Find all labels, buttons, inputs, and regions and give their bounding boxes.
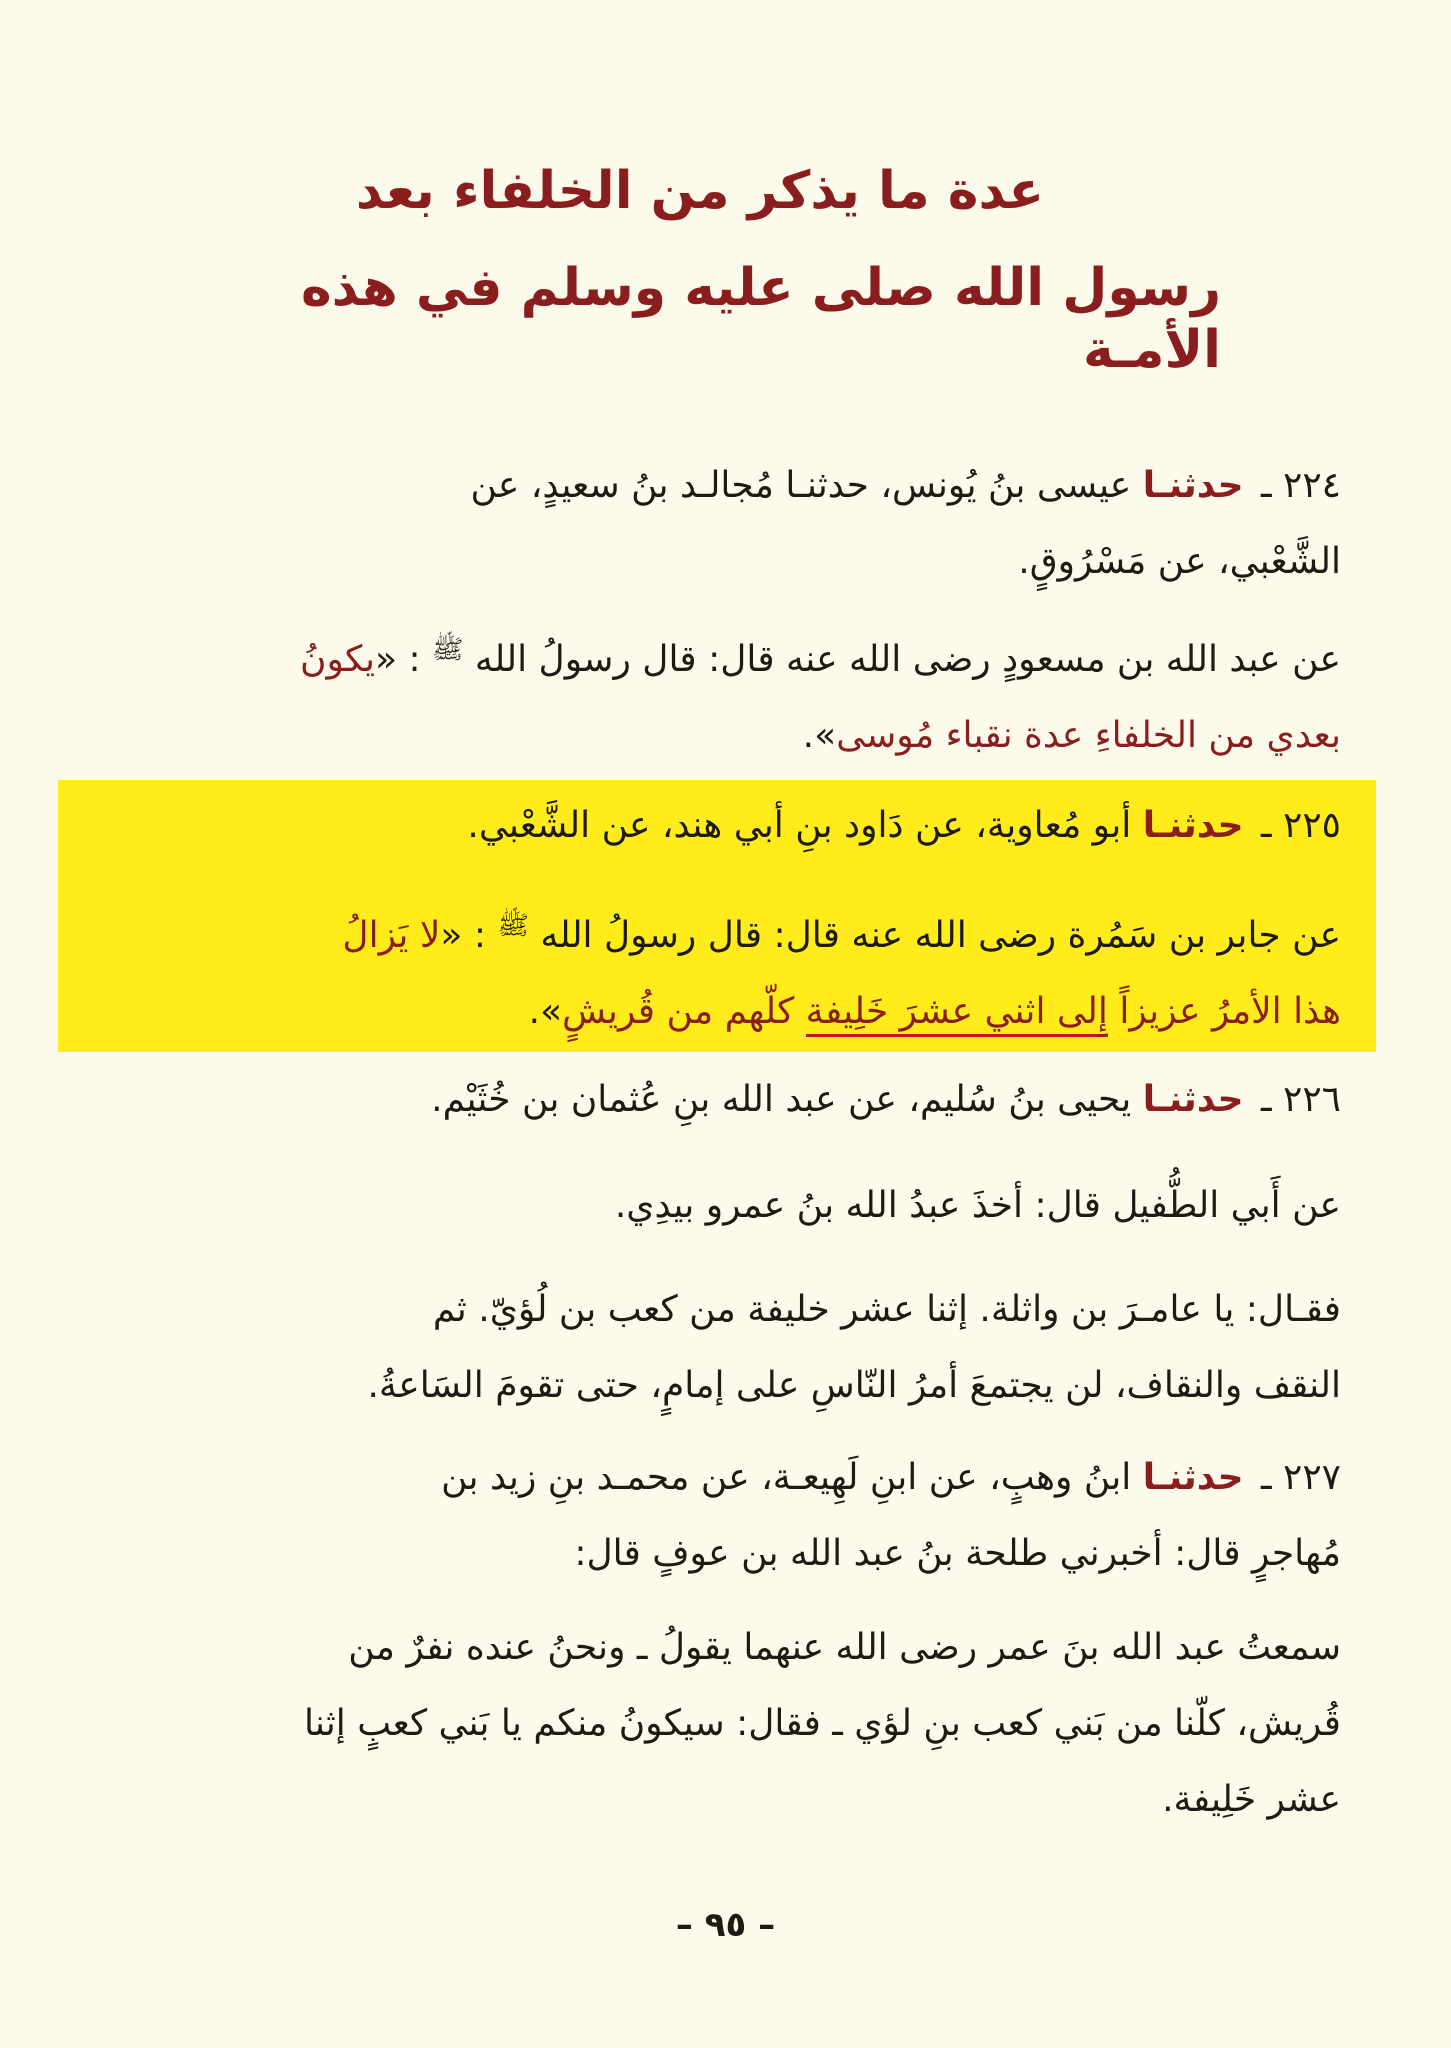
hadith-number: ٢٢٥ ـ xyxy=(1260,805,1341,846)
haddathana-keyword: حدثنـا xyxy=(1142,465,1244,506)
isnad-text: أبو مُعاوية، عن دَاود بنِ أبي هند، عن الشَّعْبي. xyxy=(467,805,1132,846)
matn-intro: عن عبد الله بن مسعودٍ رضى الله عنه قال: قال رسولُ الله xyxy=(474,639,1341,680)
quote-close: ». xyxy=(528,991,563,1032)
chapter-title-line-2: رسول الله صلى عليه وسلم في هذه الأمـة xyxy=(300,258,1221,381)
hadith-225-chain xyxy=(101,788,1341,864)
isnad-text: الشَّعْبي، عن مَسْرُوقٍ. xyxy=(1018,541,1341,582)
hadith-227-matn xyxy=(101,1610,1341,1838)
isnad-text: مُهاجرٍ قال: أخبرني طلحة بنُ عبد الله بن عوفٍ قال: xyxy=(574,1533,1341,1574)
isnad-text: يحيى بنُ سُليم، عن عبد الله بنِ عُثمان بن خُثَيْم. xyxy=(431,1079,1132,1120)
haddathana-keyword: حدثنـا xyxy=(1142,1079,1244,1120)
hadith-225-matn xyxy=(101,888,1341,1050)
haddathana-keyword: حدثنـا xyxy=(1142,805,1244,846)
hadith-number: ٢٢٤ ـ xyxy=(1260,465,1341,506)
page-number: – ٩٥ – xyxy=(675,1905,776,1945)
quote-text: هذا الأمرُ عزيزاً xyxy=(1119,991,1341,1032)
hadith-227-chain xyxy=(101,1440,1341,1592)
hadith-226-chain xyxy=(101,1062,1341,1138)
salla-symbol: ﷺ xyxy=(497,911,529,941)
salla-symbol: ﷺ xyxy=(432,635,464,665)
matn-text: سمعتُ عبد الله بنَ عمر رضى الله عنهما يقولُ ـ ونحنُ عنده نفرٌ من xyxy=(348,1627,1341,1668)
hadith-224-matn xyxy=(101,612,1341,774)
quote-text: كلّهم من قُريشٍ xyxy=(562,991,795,1032)
haddathana-keyword: حدثنـا xyxy=(1142,1457,1244,1498)
hadith-number: ٢٢٧ ـ xyxy=(1260,1457,1341,1498)
quote-close: ». xyxy=(802,715,837,756)
hadith-226-p2 xyxy=(101,1272,1341,1424)
matn-text: عشر خَلِيفة. xyxy=(1162,1779,1341,1820)
matn-text: قُريش، كلّنا من بَني كعب بنِ لؤي ـ فقال: سيكونُ منكم يا بَني كعبٍ إثنا xyxy=(303,1703,1341,1744)
matn-text: النقف والنقاف، لن يجتمعَ أمرُ النّاسِ على إمامٍ، حتى تقومَ السَاعةُ. xyxy=(367,1365,1341,1406)
chapter-title-line-1: عدة ما يذكر من الخلفاء بعد xyxy=(355,161,1045,221)
quote-open: : « xyxy=(374,639,421,680)
hadith-number: ٢٢٦ ـ xyxy=(1260,1079,1341,1120)
quote-text: بعدي من الخلفاءِ عدة نقباء مُوسى xyxy=(836,715,1341,756)
quote-text: لا يَزالُ xyxy=(342,915,441,956)
quote-text: يكونُ xyxy=(300,639,375,680)
matn-text: فقـال: يا عامـرَ بن واثلة. إثنا عشر خليفة من كعب بن لُؤيّ. ثم xyxy=(432,1289,1341,1330)
isnad-text: عيسى بنُ يُونس، حدثنـا مُجالـد بنُ سعيدٍ، عن xyxy=(470,465,1132,506)
matn-intro: عن جابر بن سَمُرة رضى الله عنه قال: قال رسولُ الله xyxy=(540,915,1341,956)
underlined-phrase: إِلى اثني عشرَ خَلِيفة xyxy=(806,991,1108,1037)
isnad-text: ابنُ وهبٍ، عن ابنِ لَهِيعـة، عن محمـد بنِ زيد بن xyxy=(441,1457,1132,1498)
hadith-224-chain xyxy=(101,448,1341,600)
quote-open: : « xyxy=(440,915,487,956)
hadith-226-p1: عن أَبي الطُّفيل قال: أخذَ عبدُ الله بنُ عمرو بيدِي. xyxy=(614,1185,1341,1226)
